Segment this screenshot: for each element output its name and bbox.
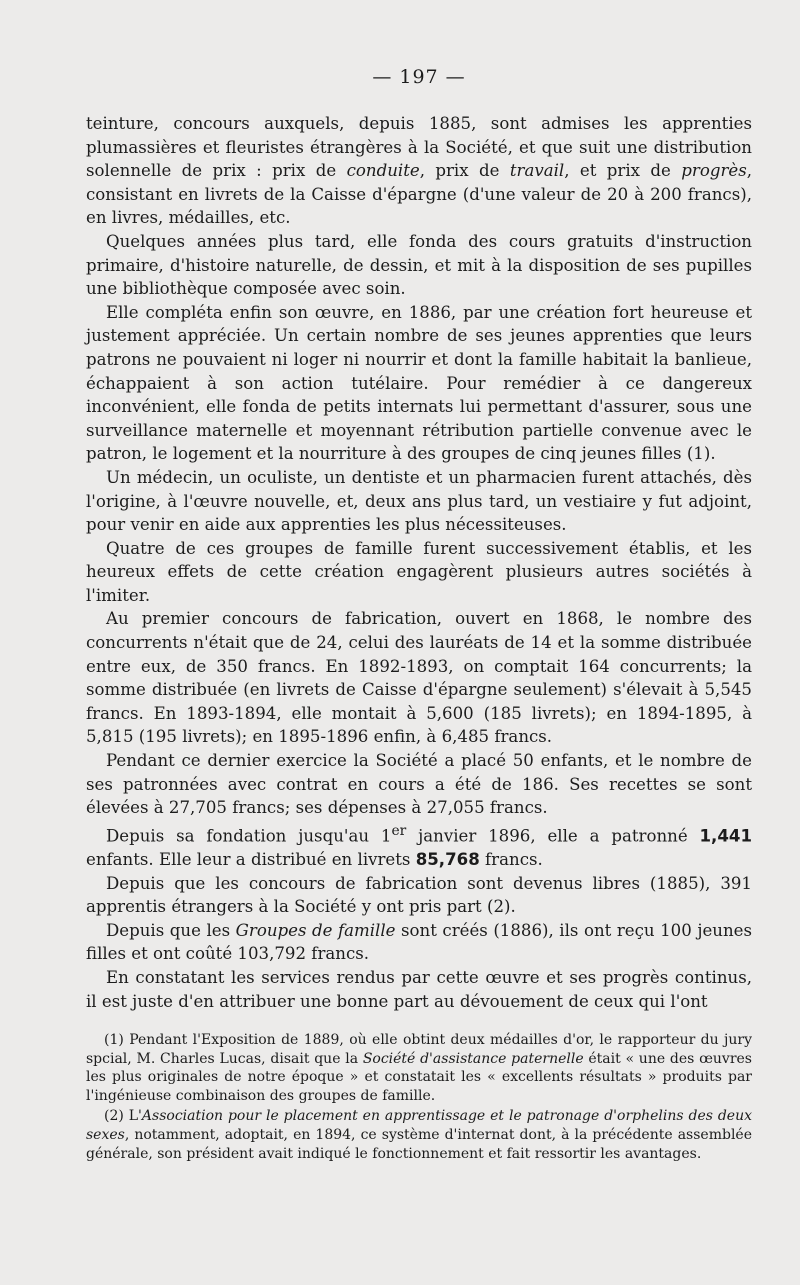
p8-bold-francs-amount: 85,768 — [415, 849, 480, 869]
p10-text-a: Depuis que les — [106, 920, 236, 940]
p10-italic-groupes: Groupes de famille — [235, 920, 396, 940]
paragraph-2: Quelques années plus tard, elle fonda des cours gratuits d'instruction primaire, d'histoire naturelle, de dessin, et mit à la disposition de ses pupilles une bibliothèque composée avec soin. — [86, 231, 752, 299]
p8-superscript: er — [391, 822, 407, 839]
p1-italic-conduite: conduite — [346, 161, 420, 181]
footnote-2 — [86, 1107, 752, 1163]
p10-text-b: sont créés (1886), ils ont reçu 100 jeunes filles et ont coûté 103,792 francs. — [86, 920, 753, 964]
paragraph-10 — [86, 919, 752, 966]
fn2-text-a: (2) L' — [104, 1108, 142, 1125]
p1-text-a: teinture, concours auxquels, depuis 1885, sont admises les apprenties plumassières et fleuristes étrangères à la Société, et que suit une distribution solennelle de prix : prix de — [86, 114, 752, 181]
p8-text-c: enfants. Elle leur a distribué en livrets — [86, 849, 416, 869]
paragraph-9: Depuis que les concours de fabrication sont devenus libres (1885), 391 apprentis étrangers à la Société y ont pris part (2). — [86, 873, 752, 917]
paragraph-7: Pendant ce dernier exercice la Société a placé 50 enfants, et le nombre de ses patronnées avec contrat en cours a été de 186. Ses recettes se sont élevées à 27,705 francs; ses dépenses à 27,055 francs. — [86, 751, 752, 818]
footnote-1 — [86, 1031, 752, 1105]
fn2-text-b: , notamment, adoptait, en 1894, ce système d'internat dont, à la précédente assemblée générale, son président avait indiqué le fonctionnement et fait ressortir les avantages. — [86, 1127, 752, 1162]
p8-bold-children-count: 1,441 — [699, 826, 753, 846]
paragraph-4: Un médecin, un oculiste, un dentiste et un pharmacien furent attachés, dès l'origine, à l'œuvre nouvelle, et, deux ans plus tard, un vestiaire y fut adjoint, pour venir en aide aux apprenties les plus nécessiteuses. — [86, 467, 752, 535]
page-number: — 197 — — [372, 66, 466, 88]
p1-text-b: , prix de — [419, 161, 510, 181]
fn1-text-b: était « une des œuvres les plus originales de notre époque » et constatait les « excellents résultats » produits par l'ingénieuse combinaison des groupes de famille. — [86, 1050, 752, 1104]
paragraph-6: Au premier concours de fabrication, ouvert en 1868, le nombre des concurrents n'était que de 24, celui des lauréats de 14 et la somme distribuée entre eux, de 350 francs. En 1892-1893, on comptait 164 concurrents; la somme distribuée (en livrets de Caisse d'épargne seulement) s'élevait à 5,545 francs. En 1893-1894, elle montait à 5,600 (185 livrets); en 1894-1895, à 5,815 (195 livrets); en 1895-1896 enfin, à 6,485 francs. — [86, 609, 752, 747]
paragraph-3: Elle compléta enfin son œuvre, en 1886, par une création fort heureuse et justement appréciée. Un certain nombre de ses jeunes apprenties que leurs patrons ne pouvaient ni loger ni nourrir et dont la famille habitait la banlieue, échappaient à son action tutélaire. Pour remédier à ce dangereux inconvénient, elle fonda de petits internats lui permettant d'assurer, sous une surveillance maternelle et moyennant rétribution partielle convenue avec le patron, le logement et la nourriture à des groupes de cinq jeunes filles (1). — [86, 302, 752, 464]
paragraph-5: Quatre de ces groupes de famille furent successivement établis, et les heureux effets de cette création engagèrent plusieurs autres sociétés à l'imiter. — [86, 538, 752, 605]
footnotes — [86, 1031, 752, 1163]
p8-text-a: Depuis sa fondation jusqu'au 1 — [106, 826, 392, 846]
p1-italic-progres: progrès — [681, 161, 747, 181]
p8-text-d: francs. — [479, 849, 543, 869]
paragraph-8 — [86, 820, 752, 872]
paragraph-1 — [86, 112, 752, 230]
p8-text-b: janvier 1896, elle a patronné — [406, 826, 700, 846]
body-text — [86, 112, 752, 1013]
paragraph-11: En constatant les services rendus par cette œuvre et ses progrès continus, il est juste d'en attribuer une bonne part au dévouement de ceux qui l'ont — [86, 967, 752, 1011]
p1-italic-travail: travail — [509, 161, 565, 181]
p1-text-c: , et prix de — [564, 161, 682, 181]
p1-text-d: , consistant en livrets de la Caisse d'épargne (d'une valeur de 20 à 200 francs), en livres, médailles, etc. — [86, 161, 752, 228]
fn2-italic: Association pour le placement en apprentissage et le patronage d'orphelins des deux sexes — [86, 1108, 753, 1144]
fn1-italic: Société d'assistance paternelle — [362, 1050, 584, 1067]
fn1-text-a: (1) Pendant l'Exposition de 1889, où elle obtint deux médailles d'or, le rapporteur du jury spcial, M. Charles Lucas, disait que la — [86, 1032, 752, 1067]
